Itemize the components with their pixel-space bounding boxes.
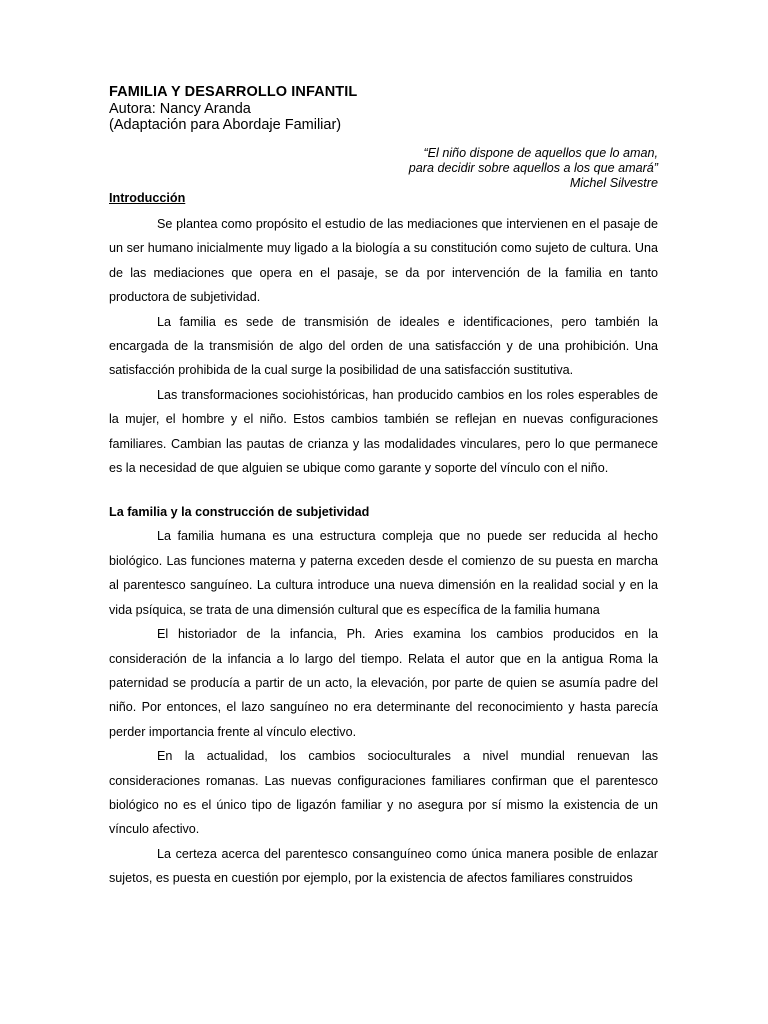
- paragraph: Se plantea como propósito el estudio de las mediaciones que intervienen en el pasaje de un ser humano inicialmente muy ligado a la biología a su constitución como sujeto de cultura. Una de las mediaciones que opera en el pasaje, se da por intervención de la familia en tanto productora de subjetividad.: [109, 217, 658, 305]
- section-heading-family-subjectivity: La familia y la construcción de subjetividad: [109, 505, 370, 520]
- epigraph-line-1: “El niño dispone de aquellos que lo aman,: [423, 146, 658, 160]
- paragraph: En la actualidad, los cambios socioculturales a nivel mundial renuevan las consideraciones romanas. Las nuevas configuraciones familiares confirman que el parentesco biológico no es el único tipo de ligazón familiar y no asegura por sí mismo la existencia de un vínculo afectivo.: [109, 749, 658, 837]
- document-header: [109, 84, 669, 133]
- document-author: Autora: Nancy Aranda: [109, 101, 251, 117]
- epigraph-line-2: para decidir sobre aquellos a los que amará”: [408, 161, 658, 175]
- paragraph: La familia es sede de transmisión de ideales e identificaciones, pero también la encargada de la transmisión de algo del orden de una satisfacción y de una prohibición. Una satisfacción prohibida de la cual surge la posibilidad de una satisfacción sustitutiva.: [109, 314, 658, 378]
- section-heading-introduction: Introducción: [109, 191, 186, 205]
- epigraph-attribution: Michel Silvestre: [569, 176, 658, 190]
- document-body: [109, 188, 658, 891]
- paragraph: Las transformaciones sociohistóricas, han producido cambios en los roles esperables de la mujer, el hombre y el niño. Estos cambios también se reflejan en nuevas configuraciones familiares. Cambian las pautas de crianza y las modalidades vinculares, pero lo que permanece es la necesidad de que alguien se ubique como garante y soporte del vínculo con el niño.: [109, 387, 658, 476]
- paragraph: El historiador de la infancia, Ph. Aries examina los cambios producidos en la consideración de la infancia a lo largo del tiempo. Relata el autor que en la antigua Roma la paternidad se producía a partir de un acto, la elevación, por parte de quien se asumía padre del niño. Por entonces, el lazo sanguíneo no era determinante del reconocimiento y hasta parecía perder importancia frente al vínculo electivo.: [109, 627, 658, 739]
- epigraph: [258, 146, 658, 191]
- document-title: FAMILIA Y DESARROLLO INFANTIL: [109, 84, 358, 100]
- paragraph: La familia humana es una estructura compleja que no puede ser reducida al hecho biológico. Las funciones materna y paterna exceden desde el comienzo de su puesta en marcha al parentesco sanguíneo. La cultura introduce una nueva dimensión en la realidad social y en la vida psíquica, se trata de una dimensión cultural que es específica de la familia humana: [109, 529, 658, 617]
- paragraph: La certeza acerca del parentesco consanguíneo como única manera posible de enlazar sujetos, es puesta en cuestión por ejemplo, por la existencia de afectos familiares construidos: [109, 846, 658, 886]
- document-adaptation: (Adaptación para Abordaje Familiar): [109, 117, 342, 133]
